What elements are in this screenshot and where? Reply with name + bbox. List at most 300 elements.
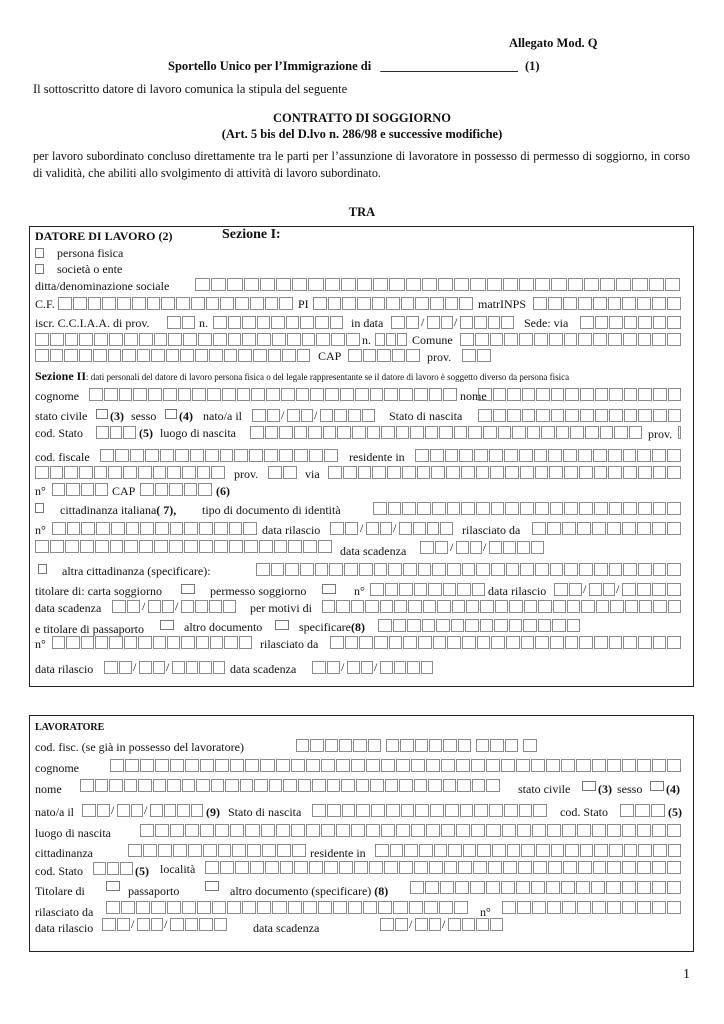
char-box[interactable] bbox=[310, 739, 323, 752]
char-box[interactable] bbox=[459, 449, 473, 462]
lav-nato-month-field[interactable] bbox=[117, 804, 143, 817]
char-box[interactable] bbox=[167, 779, 181, 792]
via-field[interactable] bbox=[328, 466, 681, 479]
char-box[interactable] bbox=[239, 636, 252, 649]
char-box[interactable] bbox=[154, 540, 168, 553]
char-box[interactable] bbox=[493, 409, 507, 422]
char-box[interactable] bbox=[362, 409, 375, 422]
char-box[interactable] bbox=[609, 844, 623, 857]
char-box[interactable] bbox=[429, 739, 442, 752]
char-box[interactable] bbox=[234, 449, 248, 462]
char-box[interactable] bbox=[117, 918, 131, 931]
char-box[interactable] bbox=[238, 349, 252, 362]
altro-doc-checkbox[interactable] bbox=[275, 620, 289, 630]
char-box[interactable] bbox=[137, 918, 150, 931]
char-box[interactable] bbox=[563, 449, 577, 462]
char-box[interactable] bbox=[310, 388, 324, 401]
char-box[interactable] bbox=[447, 502, 461, 515]
char-box[interactable] bbox=[411, 824, 425, 837]
char-box[interactable] bbox=[665, 278, 680, 291]
char-box[interactable] bbox=[50, 333, 64, 346]
char-box[interactable] bbox=[638, 316, 652, 329]
char-box[interactable] bbox=[547, 522, 561, 535]
char-box[interactable] bbox=[638, 844, 652, 857]
char-box[interactable] bbox=[441, 316, 454, 329]
char-box[interactable] bbox=[330, 316, 344, 329]
char-box[interactable] bbox=[220, 449, 234, 462]
char-box[interactable] bbox=[52, 483, 65, 496]
char-box[interactable] bbox=[251, 388, 265, 401]
char-box[interactable] bbox=[414, 583, 428, 596]
char-box[interactable] bbox=[517, 824, 531, 837]
char-box[interactable] bbox=[367, 426, 381, 439]
char-box[interactable] bbox=[224, 349, 238, 362]
char-box[interactable] bbox=[262, 844, 276, 857]
char-box[interactable] bbox=[532, 824, 546, 837]
char-box[interactable] bbox=[507, 409, 521, 422]
char-box[interactable] bbox=[521, 636, 535, 649]
char-box[interactable] bbox=[372, 297, 386, 310]
char-box[interactable] bbox=[97, 804, 111, 817]
char-box[interactable] bbox=[522, 409, 536, 422]
char-box[interactable] bbox=[268, 466, 282, 479]
char-box[interactable] bbox=[608, 297, 622, 310]
char-box[interactable] bbox=[228, 316, 242, 329]
char-box[interactable] bbox=[381, 426, 395, 439]
char-box[interactable] bbox=[182, 316, 196, 329]
cap-field[interactable] bbox=[348, 349, 420, 362]
char-box[interactable] bbox=[638, 409, 652, 422]
char-box[interactable] bbox=[380, 661, 393, 674]
char-box[interactable] bbox=[173, 844, 187, 857]
char-box[interactable] bbox=[370, 388, 384, 401]
char-box[interactable] bbox=[351, 600, 364, 613]
char-box[interactable] bbox=[429, 861, 443, 874]
char-box[interactable] bbox=[406, 316, 420, 329]
char-box[interactable] bbox=[363, 901, 377, 914]
char-box[interactable] bbox=[585, 426, 599, 439]
lav-stato-civile-field[interactable] bbox=[582, 781, 596, 791]
char-box[interactable] bbox=[399, 583, 413, 596]
cittadinanza-it-checkbox[interactable] bbox=[35, 503, 44, 513]
char-box[interactable] bbox=[622, 901, 636, 914]
char-box[interactable] bbox=[167, 901, 181, 914]
char-box[interactable] bbox=[454, 901, 468, 914]
char-box[interactable] bbox=[608, 449, 622, 462]
char-box[interactable] bbox=[169, 483, 183, 496]
ril2-month-field[interactable] bbox=[589, 583, 615, 596]
char-box[interactable] bbox=[132, 297, 146, 310]
char-box[interactable] bbox=[386, 297, 400, 310]
char-box[interactable] bbox=[230, 824, 244, 837]
char-box[interactable] bbox=[396, 759, 410, 772]
char-box[interactable] bbox=[220, 297, 234, 310]
char-box[interactable] bbox=[637, 901, 651, 914]
char-box[interactable] bbox=[565, 636, 579, 649]
char-box[interactable] bbox=[563, 297, 577, 310]
char-box[interactable] bbox=[517, 541, 530, 554]
char-box[interactable] bbox=[431, 466, 445, 479]
char-box[interactable] bbox=[443, 739, 456, 752]
char-box[interactable] bbox=[486, 824, 500, 837]
char-box[interactable] bbox=[214, 918, 228, 931]
char-box[interactable] bbox=[465, 619, 479, 632]
char-box[interactable] bbox=[463, 844, 477, 857]
char-box[interactable] bbox=[232, 844, 246, 857]
char-box[interactable] bbox=[547, 824, 561, 837]
char-box[interactable] bbox=[516, 881, 530, 894]
char-box[interactable] bbox=[147, 297, 161, 310]
stato-civile-field[interactable] bbox=[96, 409, 108, 419]
char-box[interactable] bbox=[341, 278, 356, 291]
char-box[interactable] bbox=[592, 824, 606, 837]
char-box[interactable] bbox=[95, 779, 109, 792]
char-box[interactable] bbox=[397, 333, 407, 346]
char-box[interactable] bbox=[459, 297, 473, 310]
char-box[interactable] bbox=[93, 862, 106, 875]
char-box[interactable] bbox=[366, 522, 379, 535]
char-box[interactable] bbox=[561, 881, 575, 894]
char-box[interactable] bbox=[336, 824, 350, 837]
char-box[interactable] bbox=[260, 759, 274, 772]
char-box[interactable] bbox=[607, 901, 621, 914]
char-box[interactable] bbox=[519, 278, 534, 291]
char-box[interactable] bbox=[576, 881, 590, 894]
char-box[interactable] bbox=[609, 316, 623, 329]
char-box[interactable] bbox=[552, 619, 566, 632]
char-box[interactable] bbox=[368, 739, 381, 752]
char-box[interactable] bbox=[638, 636, 652, 649]
char-box[interactable] bbox=[480, 619, 494, 632]
char-box[interactable] bbox=[148, 388, 162, 401]
char-box[interactable] bbox=[486, 779, 500, 792]
char-box[interactable] bbox=[433, 636, 447, 649]
char-box[interactable] bbox=[380, 522, 393, 535]
char-box[interactable] bbox=[198, 333, 212, 346]
char-box[interactable] bbox=[175, 449, 189, 462]
char-box[interactable] bbox=[271, 563, 285, 576]
char-box[interactable] bbox=[678, 426, 681, 439]
char-box[interactable] bbox=[396, 824, 410, 837]
char-box[interactable] bbox=[94, 333, 108, 346]
ril2-year-field[interactable] bbox=[622, 583, 681, 596]
char-box[interactable] bbox=[65, 540, 79, 553]
char-box[interactable] bbox=[343, 466, 357, 479]
char-box[interactable] bbox=[250, 861, 264, 874]
cod-fiscale-field[interactable] bbox=[100, 449, 338, 462]
num2-field[interactable] bbox=[52, 522, 257, 535]
char-box[interactable] bbox=[325, 278, 340, 291]
char-box[interactable] bbox=[507, 844, 521, 857]
char-box[interactable] bbox=[108, 466, 122, 479]
char-box[interactable] bbox=[203, 844, 217, 857]
char-box[interactable] bbox=[425, 426, 439, 439]
char-box[interactable] bbox=[348, 901, 362, 914]
char-box[interactable] bbox=[415, 918, 428, 931]
char-box[interactable] bbox=[593, 449, 607, 462]
char-box[interactable] bbox=[265, 861, 279, 874]
char-box[interactable] bbox=[638, 466, 652, 479]
char-box[interactable] bbox=[191, 297, 205, 310]
char-box[interactable] bbox=[668, 388, 682, 401]
char-box[interactable] bbox=[622, 583, 636, 596]
char-box[interactable] bbox=[653, 636, 667, 649]
char-box[interactable] bbox=[438, 278, 453, 291]
char-box[interactable] bbox=[178, 388, 192, 401]
altra-citt-field[interactable] bbox=[256, 563, 681, 576]
char-box[interactable] bbox=[235, 861, 249, 874]
char-box[interactable] bbox=[396, 426, 410, 439]
char-box[interactable] bbox=[223, 600, 236, 613]
char-box[interactable] bbox=[538, 600, 551, 613]
char-box[interactable] bbox=[498, 426, 512, 439]
char-box[interactable] bbox=[667, 583, 681, 596]
char-box[interactable] bbox=[594, 563, 608, 576]
char-box[interactable] bbox=[477, 636, 491, 649]
char-box[interactable] bbox=[381, 759, 395, 772]
char-box[interactable] bbox=[394, 600, 407, 613]
char-box[interactable] bbox=[420, 541, 434, 554]
char-box[interactable] bbox=[374, 563, 388, 576]
char-box[interactable] bbox=[108, 349, 122, 362]
char-box[interactable] bbox=[181, 600, 194, 613]
char-box[interactable] bbox=[504, 804, 518, 817]
char-box[interactable] bbox=[279, 449, 293, 462]
char-box[interactable] bbox=[182, 901, 196, 914]
char-box[interactable] bbox=[637, 861, 651, 874]
char-box[interactable] bbox=[490, 918, 503, 931]
char-box[interactable] bbox=[138, 636, 151, 649]
char-box[interactable] bbox=[579, 636, 593, 649]
char-box[interactable] bbox=[608, 333, 622, 346]
char-box[interactable] bbox=[206, 297, 220, 310]
char-box[interactable] bbox=[637, 759, 651, 772]
char-box[interactable] bbox=[280, 861, 294, 874]
char-box[interactable] bbox=[392, 349, 406, 362]
char-box[interactable] bbox=[653, 502, 667, 515]
lav-nato-day-field[interactable] bbox=[82, 804, 110, 817]
char-box[interactable] bbox=[637, 297, 651, 310]
char-box[interactable] bbox=[488, 861, 502, 874]
lav-ril-da-field[interactable] bbox=[106, 901, 468, 914]
char-box[interactable] bbox=[93, 349, 107, 362]
char-box[interactable] bbox=[323, 426, 337, 439]
char-box[interactable] bbox=[162, 600, 175, 613]
char-box[interactable] bbox=[430, 804, 444, 817]
char-box[interactable] bbox=[110, 540, 124, 553]
scad2-year-field[interactable] bbox=[181, 600, 236, 613]
char-box[interactable] bbox=[244, 278, 259, 291]
char-box[interactable] bbox=[188, 844, 202, 857]
char-box[interactable] bbox=[245, 759, 259, 772]
char-box[interactable] bbox=[371, 804, 385, 817]
char-box[interactable] bbox=[309, 449, 323, 462]
char-box[interactable] bbox=[607, 522, 621, 535]
char-box[interactable] bbox=[264, 449, 278, 462]
char-box[interactable] bbox=[185, 759, 199, 772]
char-box[interactable] bbox=[460, 804, 474, 817]
lav-altro-doc-checkbox[interactable] bbox=[205, 881, 219, 891]
char-box[interactable] bbox=[358, 466, 372, 479]
char-box[interactable] bbox=[427, 316, 440, 329]
char-box[interactable] bbox=[66, 483, 79, 496]
char-box[interactable] bbox=[176, 297, 190, 310]
char-box[interactable] bbox=[503, 278, 518, 291]
char-box[interactable] bbox=[342, 804, 356, 817]
char-box[interactable] bbox=[286, 316, 300, 329]
char-box[interactable] bbox=[478, 409, 492, 422]
lav-residente-field[interactable] bbox=[375, 844, 681, 857]
char-box[interactable] bbox=[563, 861, 577, 874]
char-box[interactable] bbox=[565, 409, 579, 422]
ril2-day-field[interactable] bbox=[554, 583, 582, 596]
char-box[interactable] bbox=[199, 661, 212, 674]
char-box[interactable] bbox=[460, 316, 473, 329]
char-box[interactable] bbox=[461, 466, 475, 479]
char-box[interactable] bbox=[549, 333, 563, 346]
char-box[interactable] bbox=[96, 426, 109, 439]
char-box[interactable] bbox=[541, 426, 555, 439]
char-box[interactable] bbox=[548, 297, 562, 310]
char-box[interactable] bbox=[531, 759, 545, 772]
char-box[interactable] bbox=[399, 861, 413, 874]
altra-citt-checkbox[interactable] bbox=[38, 564, 47, 574]
char-box[interactable] bbox=[568, 278, 583, 291]
char-box[interactable] bbox=[624, 316, 638, 329]
char-box[interactable] bbox=[592, 901, 606, 914]
char-box[interactable] bbox=[50, 540, 64, 553]
char-box[interactable] bbox=[170, 522, 184, 535]
char-box[interactable] bbox=[399, 522, 412, 535]
char-box[interactable] bbox=[493, 388, 507, 401]
char-box[interactable] bbox=[143, 844, 157, 857]
char-box[interactable] bbox=[430, 297, 444, 310]
char-box[interactable] bbox=[261, 824, 275, 837]
char-box[interactable] bbox=[425, 881, 439, 894]
char-box[interactable] bbox=[594, 636, 608, 649]
char-box[interactable] bbox=[623, 502, 637, 515]
char-box[interactable] bbox=[82, 804, 96, 817]
char-box[interactable] bbox=[125, 759, 139, 772]
char-box[interactable] bbox=[625, 600, 638, 613]
char-box[interactable] bbox=[327, 804, 341, 817]
char-box[interactable] bbox=[535, 636, 549, 649]
char-box[interactable] bbox=[505, 502, 519, 515]
char-box[interactable] bbox=[567, 600, 580, 613]
char-box[interactable] bbox=[440, 881, 454, 894]
char-box[interactable] bbox=[287, 409, 300, 422]
char-box[interactable] bbox=[577, 824, 591, 837]
char-box[interactable] bbox=[505, 739, 518, 752]
char-box[interactable] bbox=[153, 636, 166, 649]
scad3-day-field[interactable] bbox=[312, 661, 340, 674]
char-box[interactable] bbox=[408, 600, 421, 613]
char-box[interactable] bbox=[292, 844, 306, 857]
char-box[interactable] bbox=[356, 804, 370, 817]
char-box[interactable] bbox=[339, 861, 353, 874]
char-box[interactable] bbox=[434, 844, 448, 857]
char-box[interactable] bbox=[401, 804, 415, 817]
lav-cod-stato-field[interactable] bbox=[620, 804, 665, 817]
char-box[interactable] bbox=[462, 563, 476, 576]
char-box[interactable] bbox=[523, 739, 537, 752]
char-box[interactable] bbox=[652, 297, 666, 310]
char-box[interactable] bbox=[140, 759, 154, 772]
char-box[interactable] bbox=[363, 349, 377, 362]
char-box[interactable] bbox=[439, 426, 453, 439]
char-box[interactable] bbox=[531, 881, 545, 894]
carta-sogg-checkbox[interactable] bbox=[181, 584, 195, 594]
lav-ril-year-field[interactable] bbox=[170, 918, 227, 931]
char-box[interactable] bbox=[501, 881, 515, 894]
char-box[interactable] bbox=[562, 901, 576, 914]
char-box[interactable] bbox=[417, 502, 431, 515]
matr-field[interactable] bbox=[533, 297, 681, 310]
char-box[interactable] bbox=[668, 409, 682, 422]
char-box[interactable] bbox=[271, 316, 285, 329]
char-box[interactable] bbox=[254, 779, 268, 792]
char-box[interactable] bbox=[237, 388, 251, 401]
char-box[interactable] bbox=[291, 759, 305, 772]
char-box[interactable] bbox=[377, 349, 391, 362]
char-box[interactable] bbox=[393, 901, 407, 914]
char-box[interactable] bbox=[244, 540, 258, 553]
char-box[interactable] bbox=[389, 636, 403, 649]
char-box[interactable] bbox=[303, 540, 317, 553]
char-box[interactable] bbox=[519, 804, 533, 817]
char-box[interactable] bbox=[448, 844, 462, 857]
char-box[interactable] bbox=[535, 466, 549, 479]
char-box[interactable] bbox=[339, 739, 352, 752]
char-box[interactable] bbox=[211, 278, 226, 291]
char-box[interactable] bbox=[325, 739, 338, 752]
char-box[interactable] bbox=[213, 661, 226, 674]
char-box[interactable] bbox=[426, 824, 440, 837]
char-box[interactable] bbox=[386, 739, 399, 752]
char-box[interactable] bbox=[309, 861, 323, 874]
char-box[interactable] bbox=[472, 779, 486, 792]
char-box[interactable] bbox=[395, 918, 409, 931]
char-box[interactable] bbox=[533, 861, 547, 874]
char-box[interactable] bbox=[623, 563, 637, 576]
char-box[interactable] bbox=[386, 804, 400, 817]
char-box[interactable] bbox=[653, 409, 667, 422]
char-box[interactable] bbox=[283, 466, 297, 479]
ril3-day-field[interactable] bbox=[104, 661, 132, 674]
char-box[interactable] bbox=[584, 278, 599, 291]
char-box[interactable] bbox=[624, 844, 638, 857]
char-box[interactable] bbox=[306, 824, 320, 837]
char-box[interactable] bbox=[418, 636, 432, 649]
char-box[interactable] bbox=[235, 297, 249, 310]
char-box[interactable] bbox=[490, 333, 504, 346]
char-box[interactable] bbox=[81, 636, 94, 649]
char-box[interactable] bbox=[622, 297, 636, 310]
char-box[interactable] bbox=[385, 779, 399, 792]
char-box[interactable] bbox=[554, 583, 568, 596]
char-box[interactable] bbox=[281, 388, 295, 401]
char-box[interactable] bbox=[356, 779, 370, 792]
lav-altro-doc-field[interactable] bbox=[410, 881, 681, 894]
char-box[interactable] bbox=[452, 600, 465, 613]
char-box[interactable] bbox=[489, 541, 502, 554]
char-box[interactable] bbox=[257, 333, 271, 346]
char-box[interactable] bbox=[608, 466, 622, 479]
scad3-month-field[interactable] bbox=[347, 661, 373, 674]
char-box[interactable] bbox=[124, 636, 137, 649]
char-box[interactable] bbox=[303, 901, 317, 914]
char-box[interactable] bbox=[351, 759, 365, 772]
